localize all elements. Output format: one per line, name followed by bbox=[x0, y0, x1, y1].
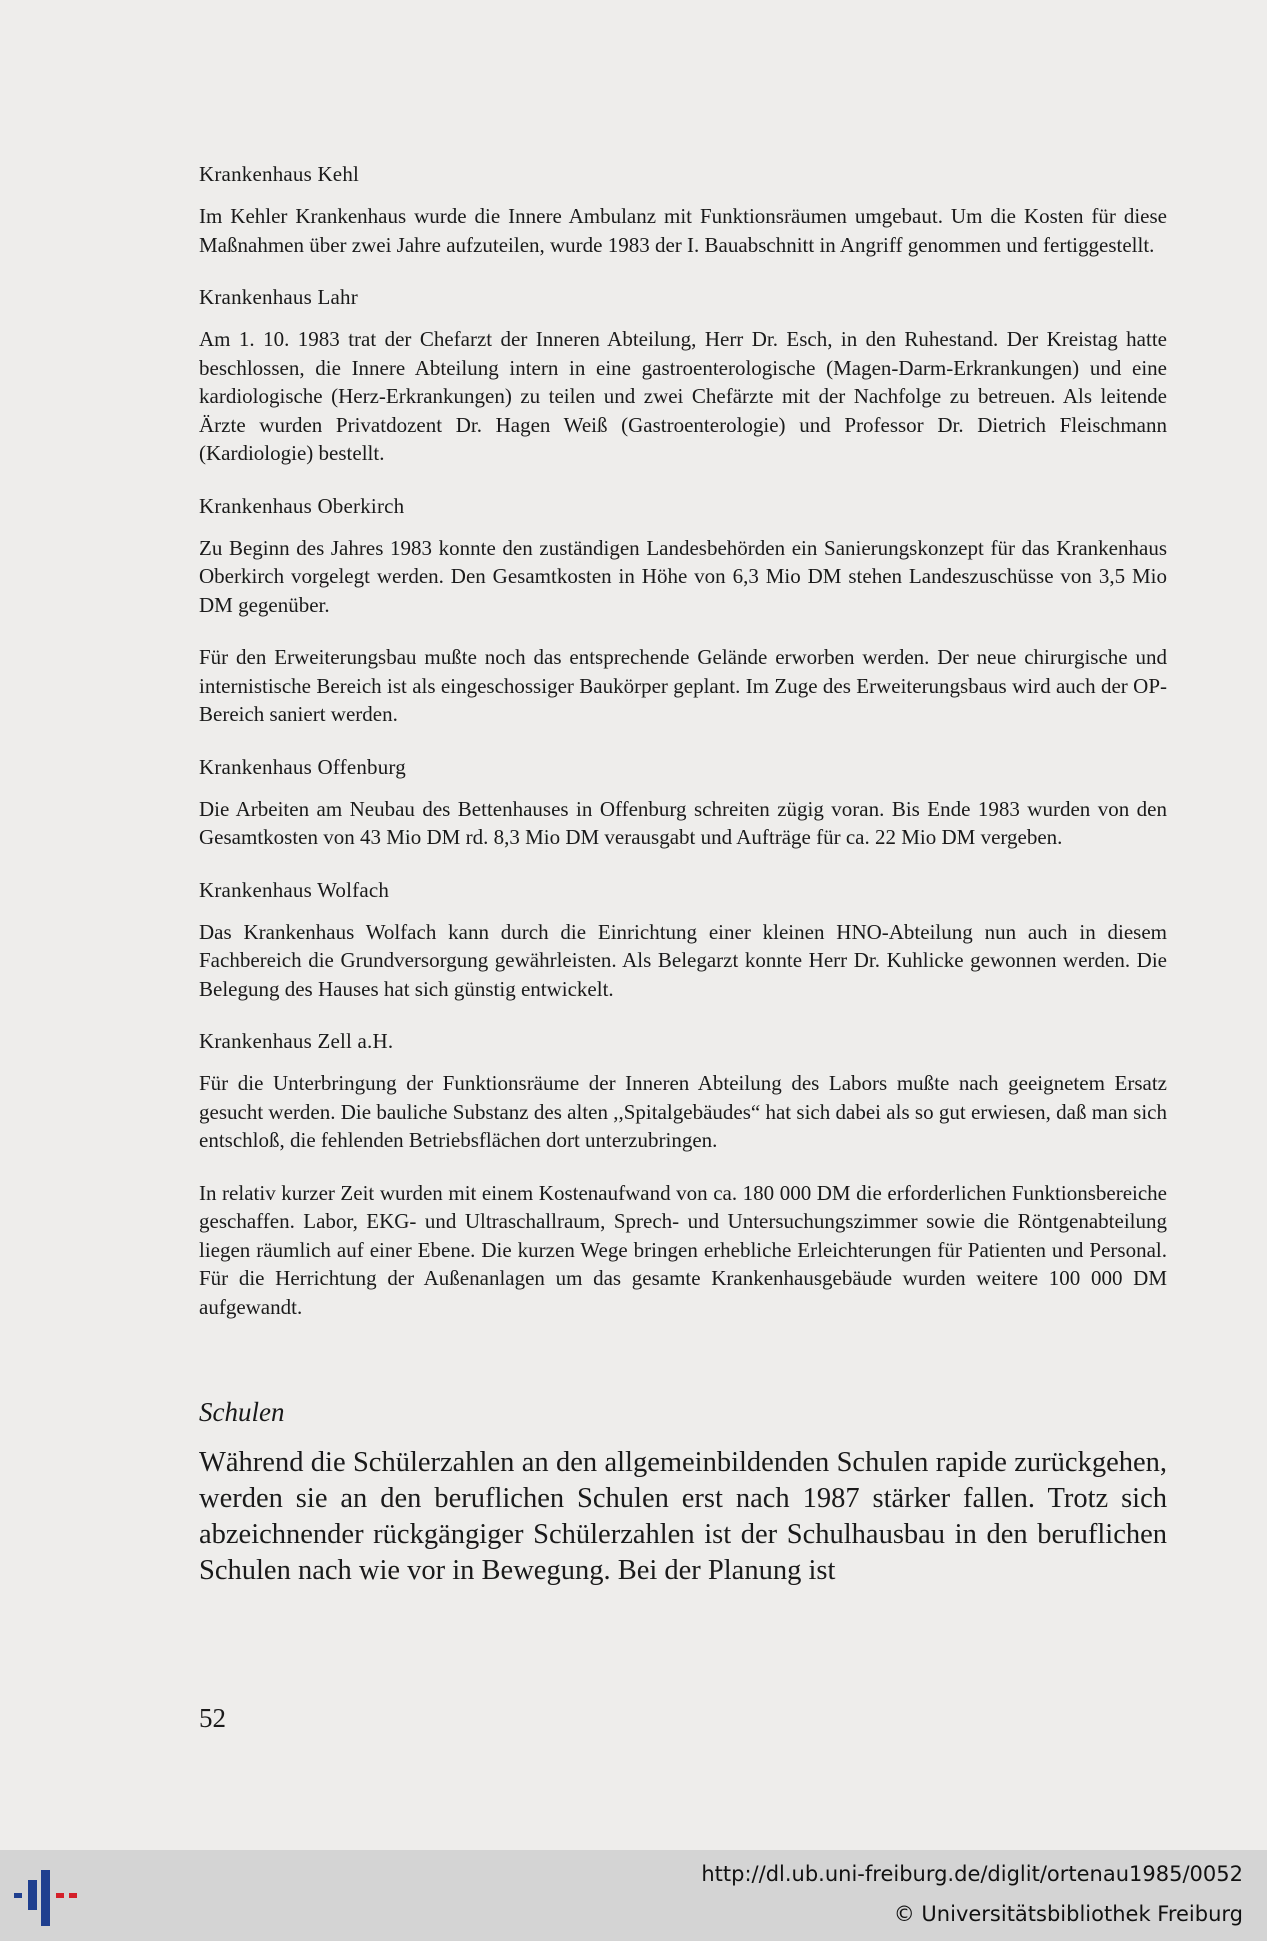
section-heading: Krankenhaus Kehl bbox=[199, 162, 360, 186]
paragraph: Für die Unterbringung der Funktionsräume der Inneren Abteilung des Labors mußte nach geeignetem Ersatz gesucht werden. Die bauliche Substanz des alten ,,Spitalgebäudes“ hat sich dabei als so gut erwiesen, daß man sich entschloß, die fehlenden Betriebsflächen dort unterzubringen. bbox=[199, 1071, 1167, 1152]
section-heading: Krankenhaus Offenburg bbox=[199, 754, 406, 779]
section-heading: Krankenhaus Oberkirch bbox=[199, 493, 405, 518]
paragraph: Zu Beginn des Jahres 1983 konnte den zuständigen Landesbehörden ein Sanierungskonzept für das Krankenhaus Oberkirch vorgelegt werden. Den Gesamtkosten in Höhe von 6,3 Mio DM stehen Landeszuschüsse von 3,5 Mio DM gegenüber. bbox=[199, 535, 1167, 617]
footer-bar bbox=[0, 1850, 1267, 1941]
paragraph: Für den Erweiterungsbau mußte noch das entsprechende Gelände erworben werden. Der neue chirurgische und internistische Bereich ist als eingeschossiger Baukörper geplant. Im Zuge des Erweiterungsbaus wird auch der OP-Bereich saniert werden. bbox=[199, 645, 1167, 726]
section-lahr bbox=[199, 283, 1167, 468]
section-kehl bbox=[199, 160, 1167, 259]
paragraph: Am 1. 10. 1983 trat der Chefarzt der Inneren Abteilung, Herr Dr. Esch, in den Ruhestand. Der Kreistag hatte beschlossen, die Innere Abteilung intern in eine gastroenterologische (Magen-Darm-Erkrankungen) und eine kardiologische (Herz-Erkrankungen) zu teilen und zwei Chefärzte mit der Nachfolge zu betreuen. Als leitende Ärzte wurden Privatdozent Dr. Hagen Weiß (Gastroenterologie) und Professor Dr. Dietrich Fleischmann (Kardiologie) bestellt. bbox=[199, 327, 1167, 465]
section-offenburg bbox=[199, 753, 1167, 852]
section-heading: Krankenhaus Lahr bbox=[199, 285, 358, 309]
section-heading: Krankenhaus Wolfach bbox=[199, 877, 390, 902]
paragraph: In relativ kurzer Zeit wurden mit einem Kostenaufwand von ca. 180 000 DM die erforderlichen Funktionsbereiche geschaffen. Labor, EKG- und Ultraschallraum, Sprech- und Untersuchungszimmer sowie die Röntgenabteilung liegen räumlich auf einer Ebene. Die kurzen Wege bringen erhebliche Erleichterungen für Patienten und Personal. Für die Herrichtung der Außenanlagen um das gesamte Krankenhausgebäude wurden weitere 100 000 DM aufgewandt. bbox=[199, 1180, 1167, 1319]
ub-freiburg-logo-icon bbox=[14, 1866, 84, 1926]
page-number: 52 bbox=[199, 1703, 226, 1733]
page-content bbox=[199, 160, 1167, 1589]
copyright-notice: © Universitätsbibliothek Freiburg bbox=[893, 1902, 1243, 1926]
section-wolfach bbox=[199, 876, 1167, 1004]
paragraph: Während die Schülerzahlen an den allgemeinbildenden Schulen rapide zurückgehen, werden sie an den beruflichen Schulen erst nach 1987 stärker fallen. Trotz sich abzeichnender rückgängiger Schülerzahlen ist der Schulhausbau in den beruflichen Schulen nach wie vor in Bewegung. Bei der Planung ist bbox=[199, 1447, 1167, 1586]
section-oberkirch bbox=[199, 492, 1167, 729]
section-zell bbox=[199, 1027, 1167, 1321]
section-schulen bbox=[199, 1395, 1167, 1589]
paragraph: Im Kehler Krankenhaus wurde die Innere Ambulanz mit Funktionsräumen umgebaut. Um die Kosten für diese Maßnahmen über zwei Jahre aufzuteilen, wurde 1983 der I. Bauabschnitt in Angriff genommen und fertiggestellt. bbox=[199, 204, 1167, 257]
paragraph: Das Krankenhaus Wolfach kann durch die Einrichtung einer kleinen HNO-Abteilung nun auch in diesem Fachbereich die Grundversorgung gewährleisten. Als Belegarzt konnte Herr Dr. Kuhlicke gewonnen werden. Die Belegung des Hauses hat sich günstig entwickelt. bbox=[199, 919, 1167, 1001]
section-heading: Krankenhaus Zell a.H. bbox=[199, 1029, 394, 1053]
paragraph: Die Arbeiten am Neubau des Bettenhauses in Offenburg schreiten zügig voran. Bis Ende 1983 wurden von den Gesamtkosten von 43 Mio DM rd. 8,3 Mio DM verausgabt und Aufträge für ca. 22 Mio DM vergeben. bbox=[199, 796, 1167, 849]
chapter-heading: Schulen bbox=[199, 1397, 285, 1427]
source-url-link[interactable]: http://dl.ub.uni-freiburg.de/diglit/ortenau1985/0052 bbox=[701, 1862, 1243, 1886]
